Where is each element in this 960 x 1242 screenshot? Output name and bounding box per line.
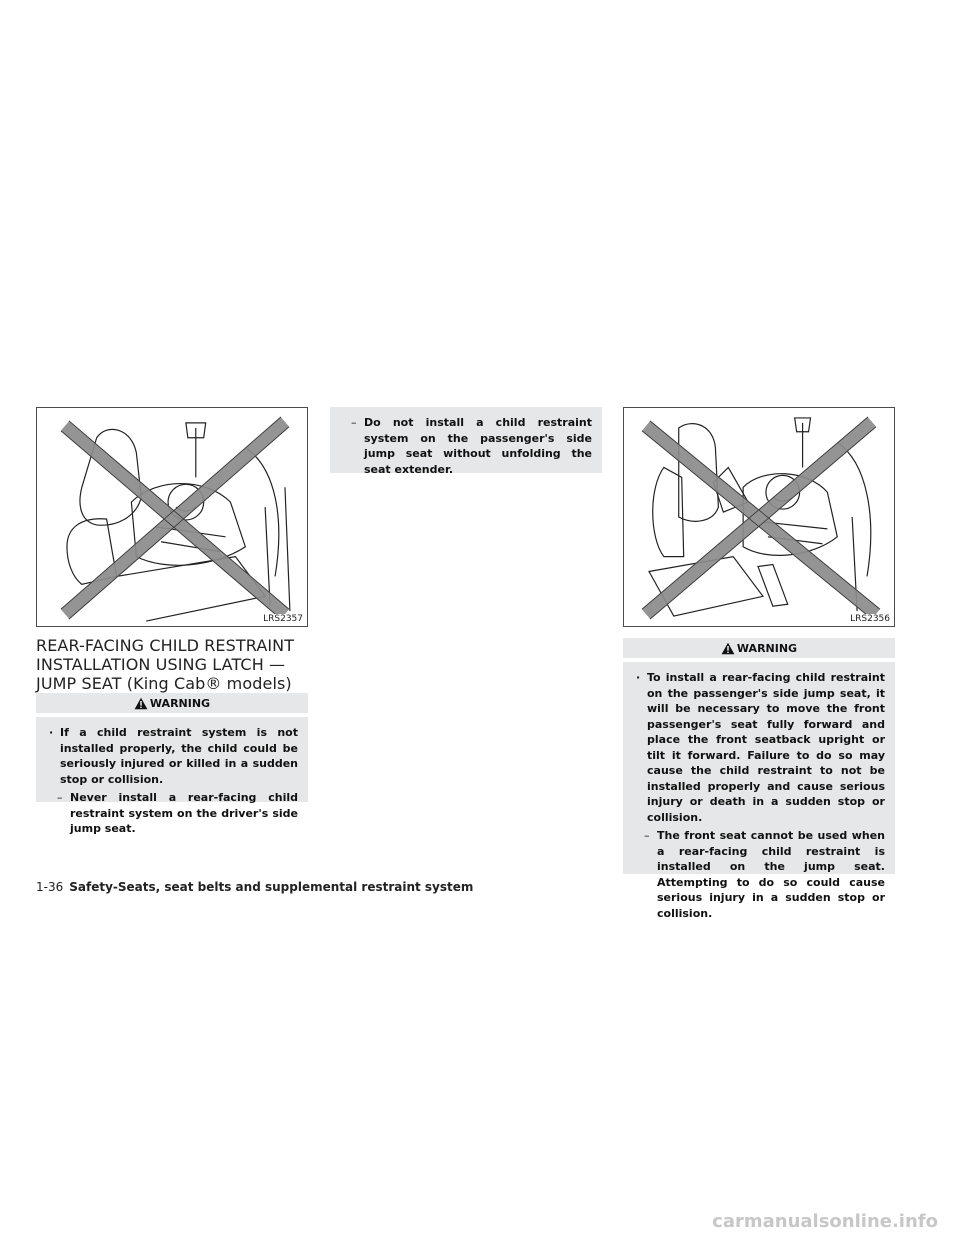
warning-triangle-icon [721, 642, 735, 655]
watermark: carmanualsonline.info [712, 1211, 938, 1232]
figure-lrs2356 [623, 407, 895, 627]
warning-box [623, 638, 895, 920]
warning-triangle-icon [134, 697, 148, 710]
warning-header [36, 693, 308, 713]
warning-continuation [330, 407, 602, 476]
warning-bullet: · If a child restraint system is not installed properly, the child could be seriously injured or killed in a sudden stop or collision. [48, 725, 298, 787]
page-footer [36, 880, 473, 894]
heading-line: JUMP SEAT (King Cab® models) [36, 674, 292, 693]
heading-line: INSTALLATION USING LATCH — [36, 655, 286, 674]
page-number: 1-36 [36, 880, 64, 894]
section-heading [36, 636, 316, 693]
warning-bullet: · To install a rear-facing child restraint on the passenger's side jump seat, it will be necessary to move the front passenger's seat fully forward and place the front seatback upright or tilt it forward. Failure to do so may cause the child restraint to not be installed properly and cause serious injury or death in a sudden stop or collision. [635, 670, 885, 825]
warning-header [623, 638, 895, 658]
warning-sub-item: – The front seat cannot be used when a rear-facing child restraint is installed on the jump seat. Attempting to do so could cause serious injury in a sudden stop or collision. [635, 828, 885, 921]
child-seat-illustration [37, 408, 307, 626]
warning-title: WARNING [736, 641, 798, 655]
figure-lrs2357 [36, 407, 308, 627]
warning-sub-item: – Never install a rear-facing child restraint system on the driver's side jump seat. [48, 790, 298, 837]
warning-title: WARNING [149, 696, 211, 710]
warning-sub-item: – Do not install a child restraint system on the passenger's side jump seat without unfolding the seat extender. [342, 415, 592, 477]
warning-body [36, 717, 308, 847]
heading-line: REAR-FACING CHILD RESTRAINT [36, 636, 295, 655]
section-title: Safety-Seats, seat belts and supplemental restraint system [69, 880, 474, 894]
warning-body [623, 662, 895, 931]
figure-code: LRS2356 [850, 614, 890, 624]
child-seat-illustration [624, 408, 894, 626]
warning-box [36, 693, 308, 835]
figure-code: LRS2357 [263, 614, 303, 624]
